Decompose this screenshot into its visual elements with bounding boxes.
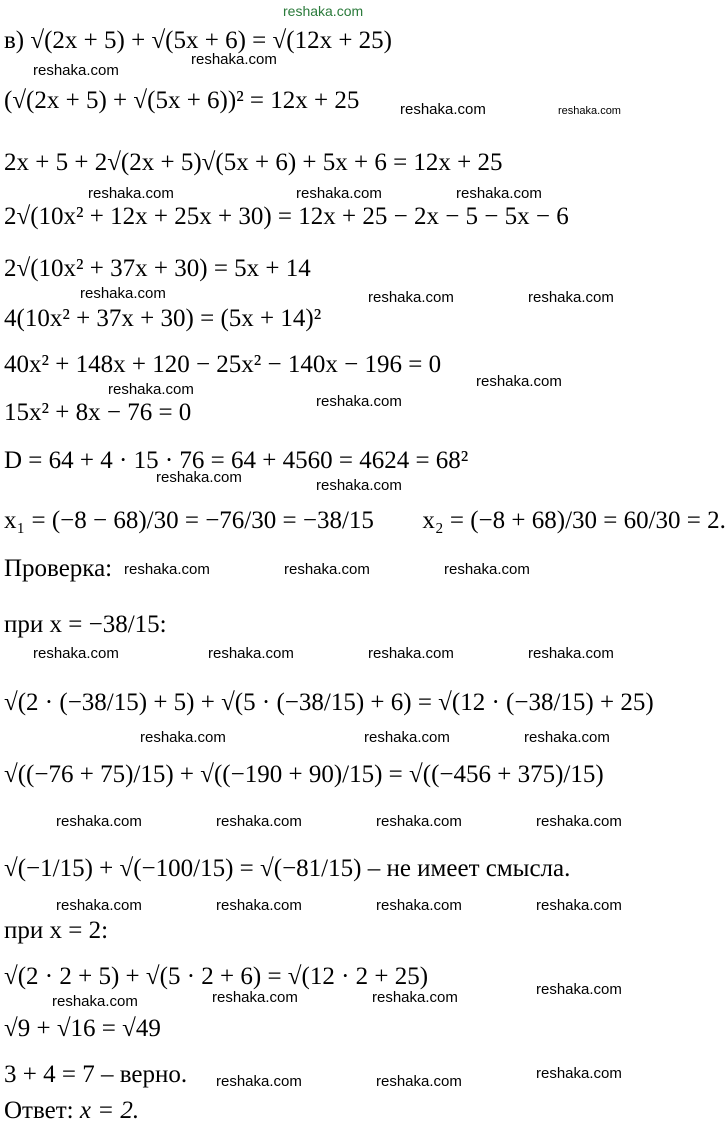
watermark: reshaka.com [140, 729, 226, 746]
watermark: reshaka.com [368, 289, 454, 306]
watermark: reshaka.com [124, 561, 210, 578]
answer-label: Ответ: [4, 1097, 74, 1124]
watermark: reshaka.com [456, 185, 542, 202]
check-case1-line2: √((−76 + 75)/15) + √((−190 + 90)/15) = √((−456 + 375)/15) [4, 761, 604, 788]
watermark: reshaka.com [156, 469, 242, 486]
watermark: reshaka.com [376, 897, 462, 914]
step-product: 2√(10x² + 12x + 25x + 30) = 12x + 25 − 2x − 5 − 5x − 6 [4, 203, 569, 230]
roots [4, 508, 726, 533]
watermark: reshaka.com [364, 729, 450, 746]
watermark: reshaka.com [400, 101, 486, 118]
check-case1-line3 [4, 856, 570, 881]
check-case1-label: при x = −38/15: [4, 611, 167, 638]
problem-label: в) [4, 27, 25, 54]
answer-value: x = 2. [79, 1097, 140, 1124]
watermark: reshaka.com [476, 373, 562, 390]
watermark: reshaka.com [376, 1073, 462, 1090]
answer [4, 1098, 139, 1123]
check-case2-line2: √9 + √16 = √49 [4, 1015, 161, 1042]
problem-equation [4, 28, 392, 53]
step-quadratic: 15x² + 8x − 76 = 0 [4, 399, 192, 426]
watermark: reshaka.com [528, 645, 614, 662]
check-case1-expr: √(−1/15) + √(−100/15) = √(−81/15) [4, 855, 362, 882]
watermark: reshaka.com [108, 381, 194, 398]
watermark: reshaka.com [208, 645, 294, 662]
watermark-top[interactable]: reshaka.com [283, 3, 364, 19]
watermark: reshaka.com [56, 897, 142, 914]
watermark: reshaka.com [536, 813, 622, 830]
equation-text: √(2x + 5) + √(5x + 6) = √(12x + 25) [30, 27, 392, 54]
watermark: reshaka.com [80, 285, 166, 302]
watermark: reshaka.com [216, 813, 302, 830]
watermark: reshaka.com [212, 989, 298, 1006]
discriminant: D = 64 + 4 · 15 · 76 = 64 + 4560 = 4624 = 68² [4, 447, 469, 474]
watermark: reshaka.com [191, 51, 277, 68]
step-simplify: 2√(10x² + 37x + 30) = 5x + 14 [4, 255, 311, 282]
watermark: reshaka.com [88, 185, 174, 202]
watermark: reshaka.com [368, 645, 454, 662]
check-case2-expr: 3 + 4 = 7 [4, 1061, 95, 1088]
root-1: x₁ = (−8 − 68)/30 = −76/30 = −38/15 [4, 507, 374, 534]
check-case2-line3 [4, 1062, 187, 1087]
watermark: reshaka.com [216, 897, 302, 914]
watermark: reshaka.com [316, 477, 402, 494]
watermark: reshaka.com [284, 561, 370, 578]
watermark: reshaka.com [444, 561, 530, 578]
root-2: x₂ = (−8 + 68)/30 = 60/30 = 2. [422, 507, 726, 534]
watermark: reshaka.com [316, 393, 402, 410]
check-case2-verdict: – верно. [100, 1061, 188, 1088]
check-case2-label: при x = 2: [4, 917, 109, 944]
check-case1-verdict: – не имеет смысла. [367, 855, 571, 882]
step-square-again: 4(10x² + 37x + 30) = (5x + 14)² [4, 305, 322, 332]
watermark: reshaka.com [33, 62, 119, 79]
watermark: reshaka.com [296, 185, 382, 202]
watermark: reshaka.com [536, 981, 622, 998]
watermark: reshaka.com [536, 1065, 622, 1082]
watermark: reshaka.com [56, 813, 142, 830]
check-heading: Проверка: [4, 555, 113, 582]
step-square: (√(2x + 5) + √(5x + 6))² = 12x + 25 [4, 87, 360, 114]
watermark: reshaka.com [52, 993, 138, 1010]
step-expand: 2x + 5 + 2√(2x + 5)√(5x + 6) + 5x + 6 = 12x + 25 [4, 149, 503, 176]
watermark: reshaka.com [558, 105, 621, 117]
watermark: reshaka.com [536, 897, 622, 914]
watermark: reshaka.com [524, 729, 610, 746]
watermark: reshaka.com [528, 289, 614, 306]
watermark: reshaka.com [372, 989, 458, 1006]
watermark: reshaka.com [376, 813, 462, 830]
watermark: reshaka.com [33, 645, 119, 662]
check-case1-line1: √(2 · (−38/15) + 5) + √(5 · (−38/15) + 6) = √(12 · (−38/15) + 25) [4, 689, 654, 716]
check-case2-line1: √(2 · 2 + 5) + √(5 · 2 + 6) = √(12 · 2 + 25) [4, 963, 429, 990]
watermark: reshaka.com [216, 1073, 302, 1090]
step-open-brackets: 40x² + 148x + 120 − 25x² − 140x − 196 = 0 [4, 351, 442, 378]
